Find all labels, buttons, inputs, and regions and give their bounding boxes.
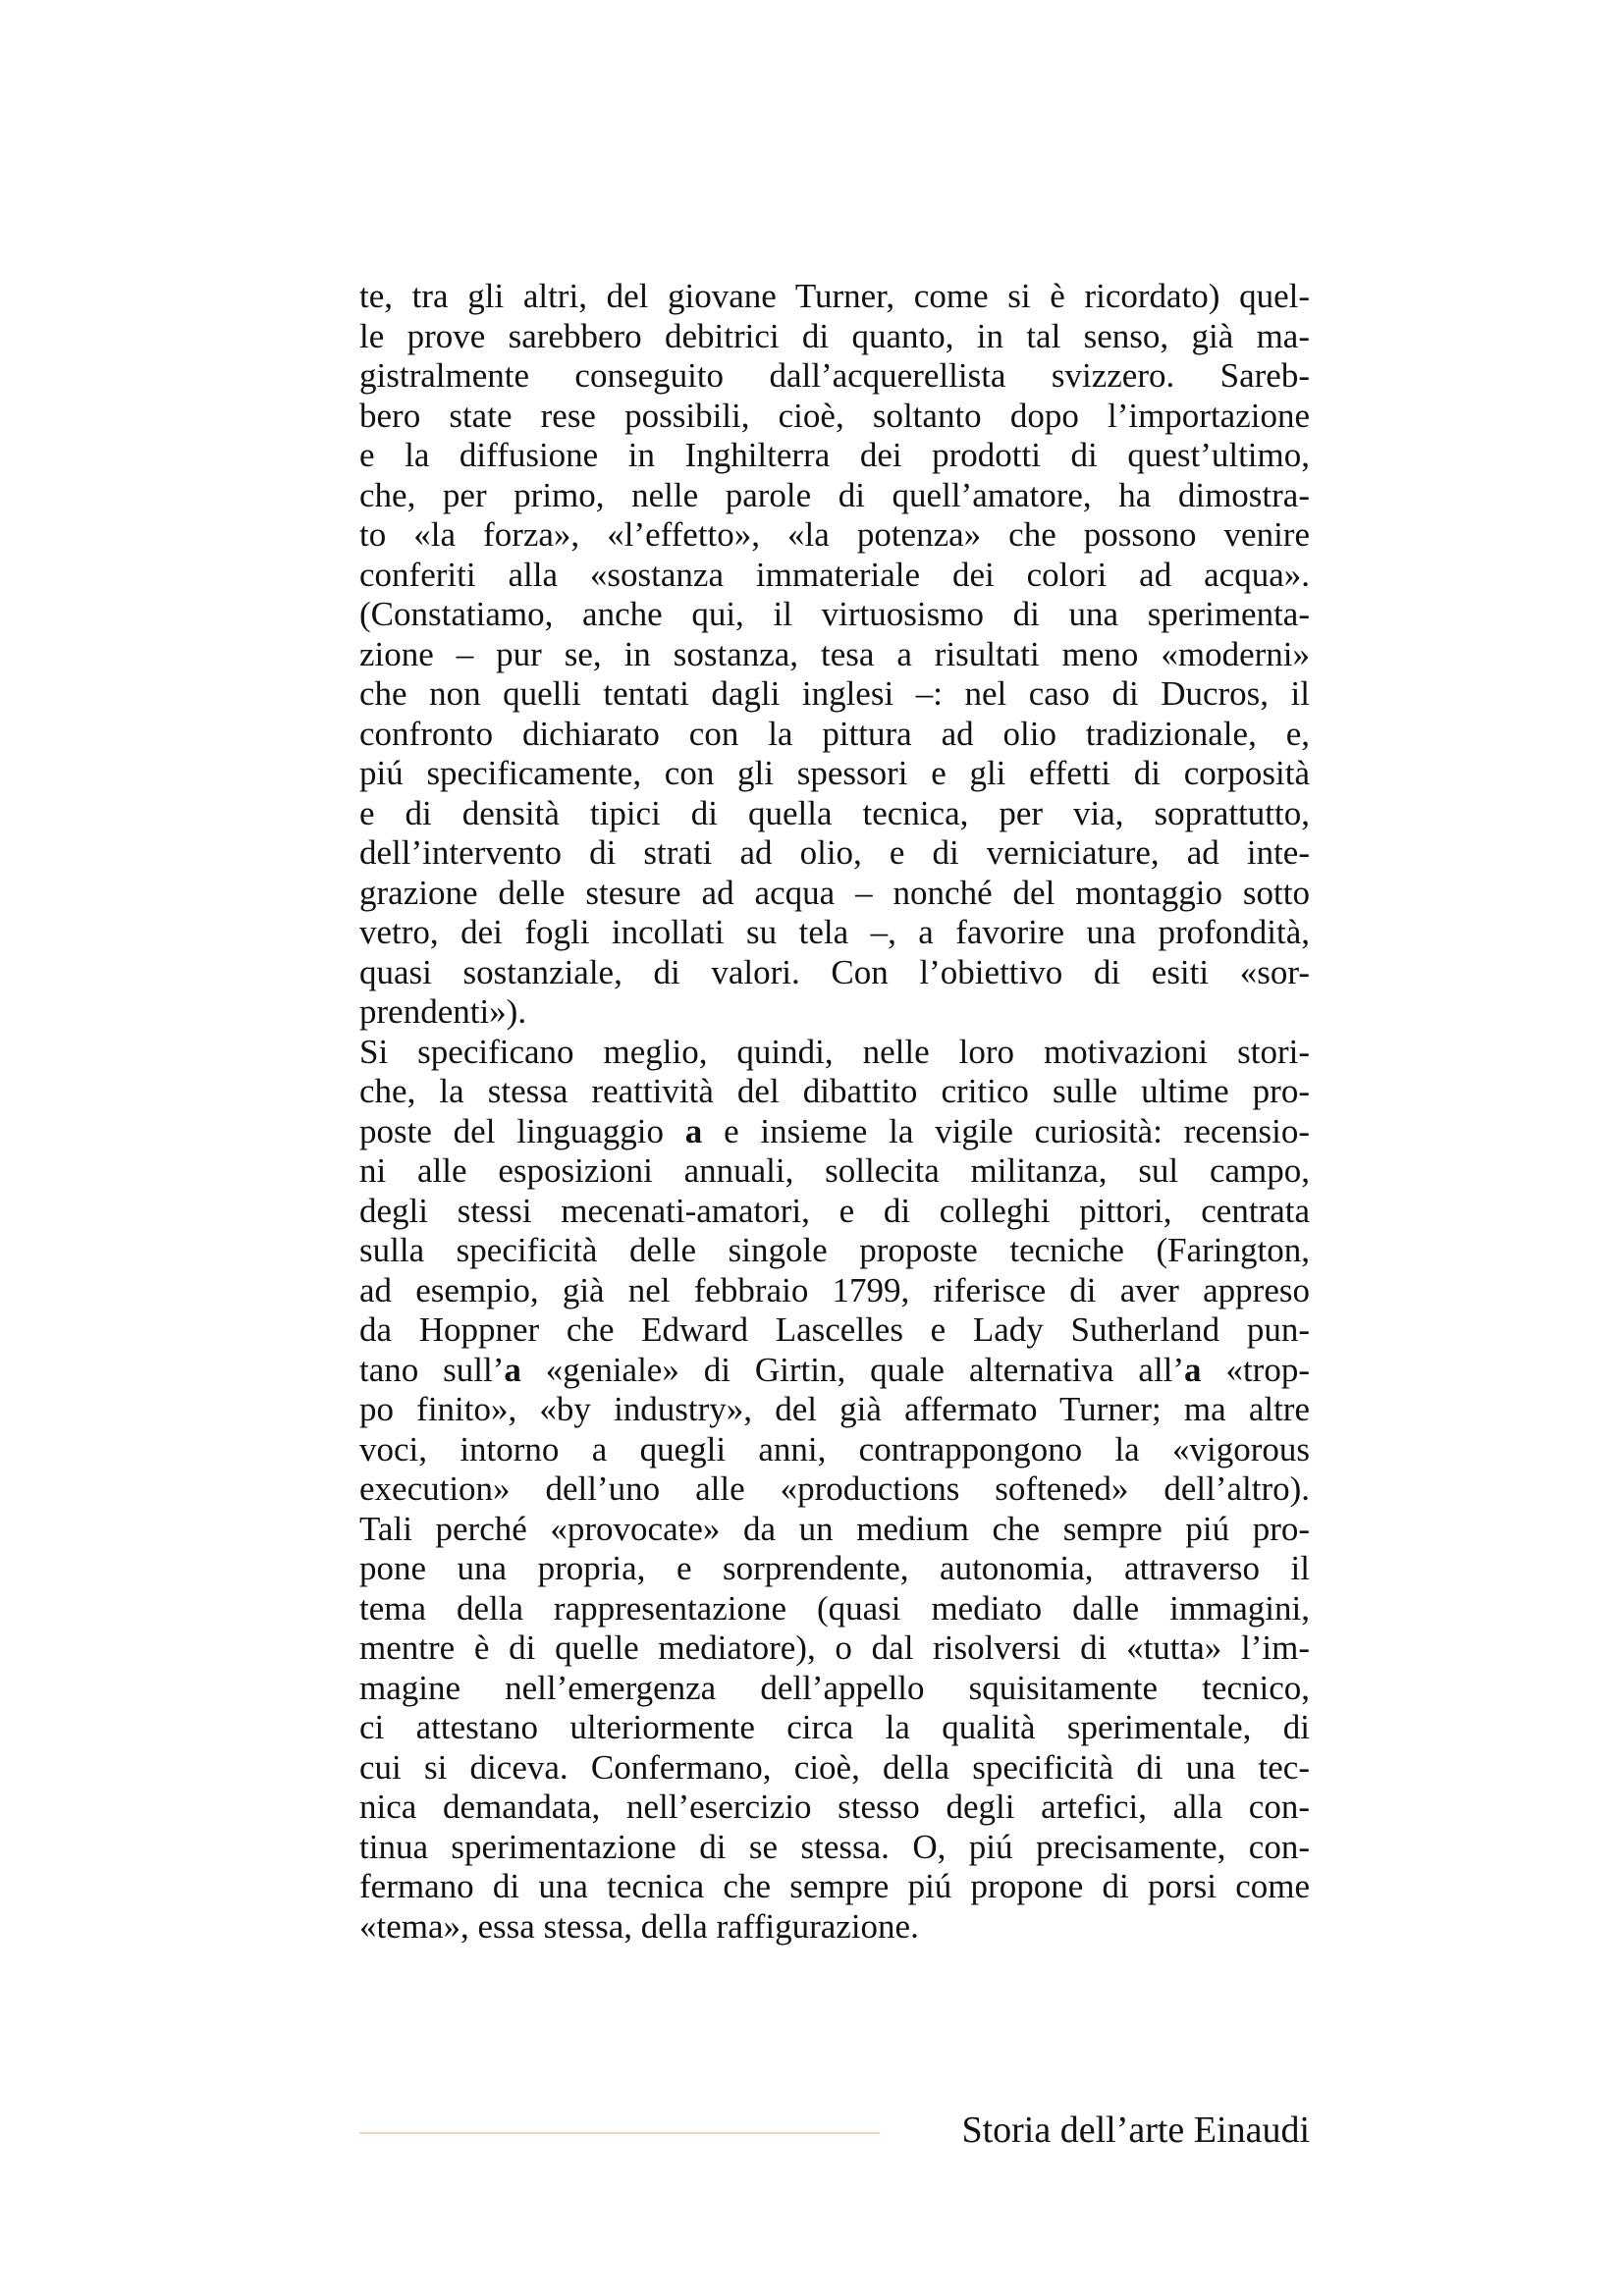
text-line: che, per primo, nelle parole di quell’amatore, ha dimostra- (359, 475, 1310, 514)
text-line: (Constatiamo, anche qui, il virtuosismo di una sperimenta- (359, 595, 1310, 633)
text-line: da Hoppner che Edward Lascelles e Lady Sutherland pun- (359, 1310, 1310, 1349)
text-line: ci attestano ulteriormente circa la qualità sperimentale, di (359, 1708, 1310, 1746)
text-line: pone una propria, e sorprendente, autonomia, attraverso il (359, 1549, 1310, 1587)
text-line: tinua sperimentazione di se stessa. O, piú precisamente, con- (359, 1827, 1310, 1866)
text-line: gistralmente conseguito dall’acquerellista svizzero. Sareb- (359, 356, 1310, 395)
text-line: vetro, dei fogli incollati su tela –, a favorire una profondità, (359, 913, 1310, 951)
text-line: bero state rese possibili, cioè, soltanto dopo l’importazione (359, 396, 1310, 435)
text-line: magine nell’emergenza dell’appello squisitamente tecnico, (359, 1668, 1310, 1707)
text-line: tano sull’a «geniale» di Girtin, quale alternativa all’a «trop- (359, 1350, 1310, 1389)
medium-mark: a (684, 1111, 703, 1150)
text-line: quasi sostanziale, di valori. Con l’obiettivo di esiti «sor- (359, 952, 1310, 991)
text-line: Tali perché «provocate» da un medium che sempre piú pro- (359, 1509, 1310, 1548)
text-line: ad esempio, già nel febbraio 1799, riferisce di aver appreso (359, 1270, 1310, 1309)
text-line: sulla specificità delle singole proposte tecniche (Farington, (359, 1231, 1310, 1269)
text-line: to «la forza», «l’effetto», «la potenza» che possono venire (359, 515, 1310, 554)
footer-rule (359, 2132, 880, 2134)
text-line: fermano di una tecnica che sempre piú propone di porsi come (359, 1867, 1310, 1905)
text-line: che, la stessa reattività del dibattito critico sulle ultime pro- (359, 1072, 1310, 1110)
text-line: e la diffusione in Inghilterra dei prodotti di quest’ultimo, (359, 436, 1310, 474)
text-line: ni alle esposizioni annuali, sollecita militanza, sul campo, (359, 1151, 1310, 1190)
text-line: confronto dichiarato con la pittura ad olio tradizionale, e, (359, 714, 1310, 753)
text-line: poste del linguaggio a e insieme la vigile curiosità: recensio- (359, 1111, 1310, 1150)
text-line: grazione delle stesure ad acqua – nonché del montaggio sotto (359, 873, 1310, 912)
body-text (359, 277, 1310, 1947)
text-line: che non quelli tentati dagli inglesi –: nel caso di Ducros, il (359, 674, 1310, 713)
text-line: prendenti»). (359, 992, 527, 1031)
medium-mark: a (504, 1350, 521, 1389)
medium-mark: a (1184, 1350, 1202, 1389)
text-line: e di densità tipici di quella tecnica, per via, soprattutto, (359, 793, 1310, 832)
text-line: le prove sarebbero debitrici di quanto, in tal senso, già ma- (359, 316, 1310, 355)
footer-title: Storia dell’arte Einaudi (961, 2109, 1310, 2151)
page-footer (359, 2101, 1310, 2160)
text-line: dell’intervento di strati ad olio, e di verniciature, ad inte- (359, 833, 1310, 872)
text-line: piú specificamente, con gli spessori e gli effetti di corposità (359, 754, 1310, 792)
text-line: Si specificano meglio, quindi, nelle loro motivazioni stori- (359, 1032, 1310, 1071)
text-line: te, tra gli altri, del giovane Turner, come si è ricordato) quel- (359, 277, 1310, 315)
text-line: zione – pur se, in sostanza, tesa a risultati meno «moderni» (359, 634, 1310, 673)
text-line: voci, intorno a quegli anni, contrappongono la «vigorous (359, 1429, 1310, 1468)
text-line: po finito», «by industry», del già affermato Turner; ma altre (359, 1390, 1310, 1428)
text-line: «tema», essa stessa, della raffigurazione. (359, 1906, 919, 1946)
text-line: mentre è di quelle mediatore), o dal risolversi di «tutta» l’im- (359, 1629, 1310, 1667)
text-line: tema della rappresentazione (quasi mediato dalle immagini, (359, 1588, 1310, 1628)
text-line: degli stessi mecenati-amatori, e di colleghi pittori, centrata (359, 1191, 1310, 1230)
text-line: cui si diceva. Confermano, cioè, della specificità di una tec- (359, 1747, 1310, 1787)
text-line: execution» dell’uno alle «productions softened» dell’altro). (359, 1469, 1310, 1508)
text-line: conferiti alla «sostanza immateriale dei colori ad acqua». (359, 555, 1310, 594)
text-line: nica demandata, nell’esercizio stesso degli artefici, alla con- (359, 1788, 1310, 1826)
